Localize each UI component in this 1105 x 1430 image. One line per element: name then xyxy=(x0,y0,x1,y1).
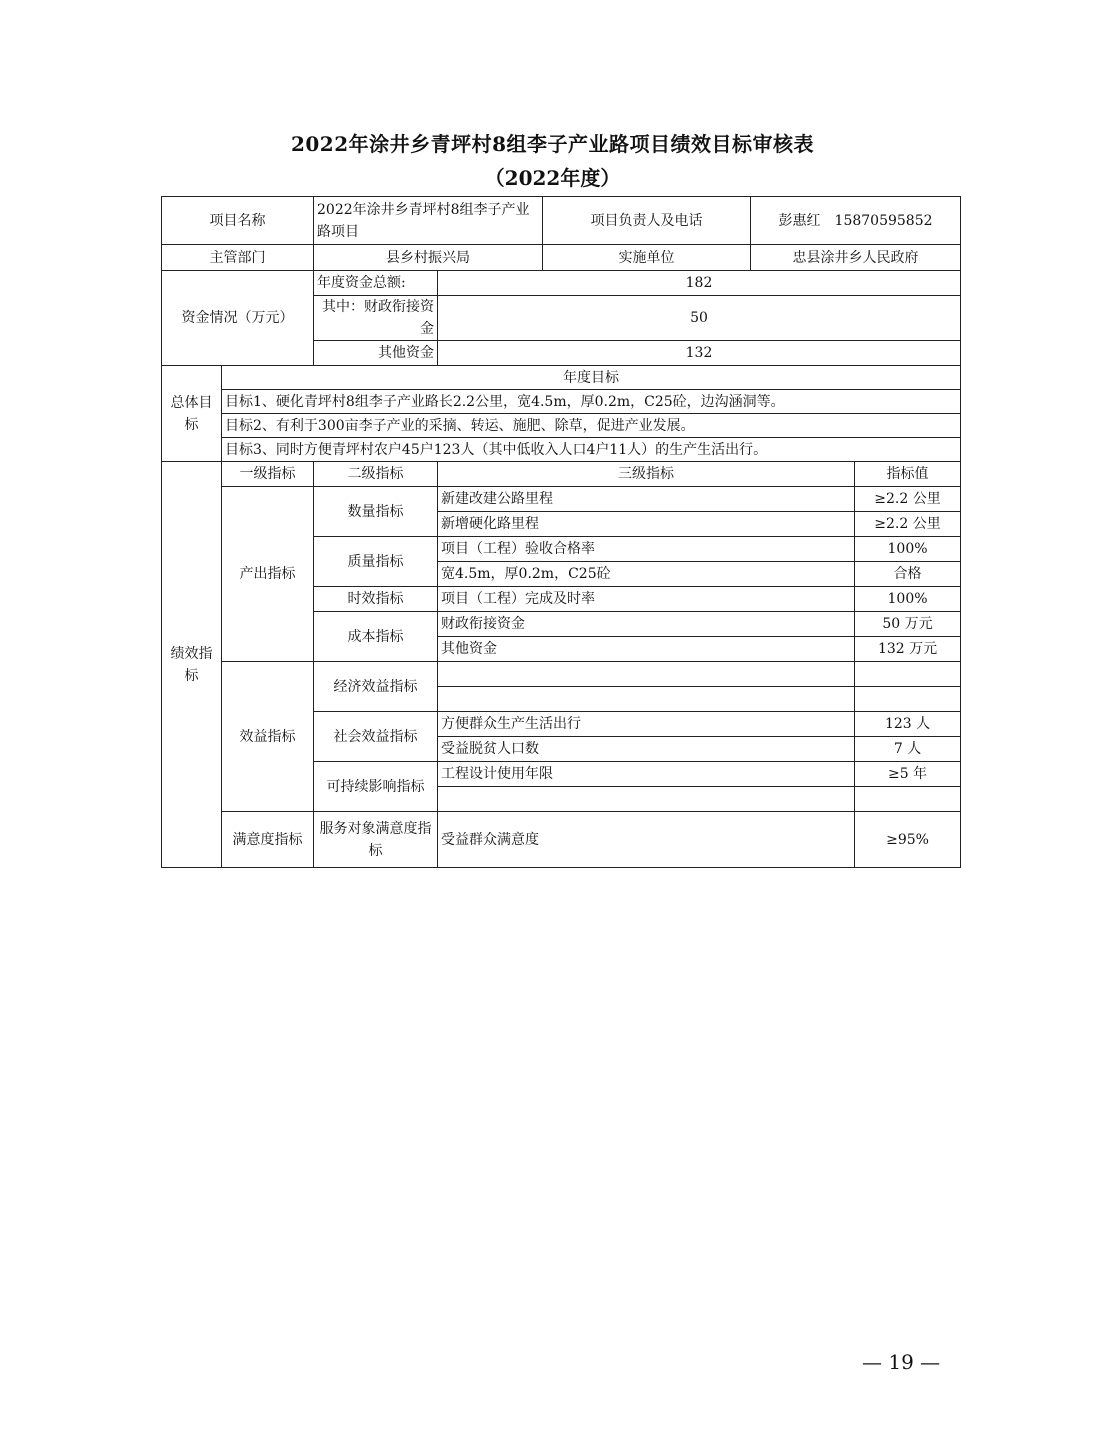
indicator-value: 100% xyxy=(855,537,961,562)
project-leader-value: 彭惠红 15870595852 xyxy=(751,197,961,245)
page-title: 2022年涂井乡青坪村8组李子产业路项目绩效目标审核表 xyxy=(290,132,815,156)
indicator-name: 项目（工程）验收合格率 xyxy=(438,537,855,562)
unit-value: 忠县涂井乡人民政府 xyxy=(751,245,961,271)
indicator-name: 受益群众满意度 xyxy=(438,812,855,868)
page-number: — 19 — xyxy=(862,1350,941,1374)
project-name-value: 2022年涂井乡青坪村8组李子产业路项目 xyxy=(314,197,543,245)
goals-side-label: 总体目标 xyxy=(162,366,222,462)
service-satisfaction-label: 服务对象满意度指标 xyxy=(314,812,438,868)
indicator-name: 受益脱贫人口数 xyxy=(438,737,855,762)
indicator-name: 其他资金 xyxy=(438,637,855,662)
goal-item: 目标1、硬化青坪村8组李子产业路长2.2公里，宽4.5m，厚0.2m，C25砼，边沟涵洞等。 xyxy=(222,390,961,414)
indicators-side-label: 绩效指标 xyxy=(162,462,222,868)
goal-item: 目标2、有利于300亩李子产业的采摘、转运、施肥、除草，促进产业发展。 xyxy=(222,414,961,438)
indicator-name: 项目（工程）完成及时率 xyxy=(438,587,855,612)
indicator-name: 宽4.5m，厚0.2m，C25砼 xyxy=(438,562,855,587)
economic-indicator-label: 经济效益指标 xyxy=(314,662,438,712)
indicator-name: 新增硬化路里程 xyxy=(438,512,855,537)
indicator-value: 50 万元 xyxy=(855,612,961,637)
indicator-name-empty xyxy=(438,687,855,712)
funds-other-label: 其他资金 xyxy=(314,341,438,366)
header-level3: 三级指标 xyxy=(438,462,855,487)
funds-fiscal-value: 50 xyxy=(438,296,961,341)
indicator-value-empty xyxy=(855,662,961,687)
indicator-value: 合格 xyxy=(855,562,961,587)
indicator-name: 方便群众生产生活出行 xyxy=(438,712,855,737)
funds-total-label: 年度资金总额: xyxy=(314,271,438,296)
funds-label: 资金情况（万元） xyxy=(162,271,314,366)
indicator-name: 财政衔接资金 xyxy=(438,612,855,637)
indicator-name: 工程设计使用年限 xyxy=(438,762,855,787)
output-indicator-label: 产出指标 xyxy=(222,487,314,662)
project-leader-label: 项目负责人及电话 xyxy=(543,197,751,245)
indicator-value: 132 万元 xyxy=(855,637,961,662)
goal-item: 目标3、同时方便青坪村农户45户123人（其中低收入人口4户11人）的生产生活出行。 xyxy=(222,438,961,462)
satisfaction-indicator-label: 满意度指标 xyxy=(222,812,314,868)
sustain-indicator-label: 可持续影响指标 xyxy=(314,762,438,812)
indicator-value: ≥95% xyxy=(855,812,961,868)
dept-label: 主管部门 xyxy=(162,245,314,271)
indicator-value: ≥2.2 公里 xyxy=(855,487,961,512)
indicator-name: 新建改建公路里程 xyxy=(438,487,855,512)
unit-label: 实施单位 xyxy=(543,245,751,271)
benefit-indicator-label: 效益指标 xyxy=(222,662,314,812)
indicator-value: 7 人 xyxy=(855,737,961,762)
indicator-value-empty xyxy=(855,687,961,712)
performance-table xyxy=(161,196,961,868)
goals-header: 年度目标 xyxy=(222,366,961,390)
funds-other-value: 132 xyxy=(438,341,961,366)
funds-fiscal-label: 其中：财政衔接资金 xyxy=(314,296,438,341)
quality-indicator-label: 质量指标 xyxy=(314,537,438,587)
indicator-value: 123 人 xyxy=(855,712,961,737)
header-level1: 一级指标 xyxy=(222,462,314,487)
indicator-value: 100% xyxy=(855,587,961,612)
social-indicator-label: 社会效益指标 xyxy=(314,712,438,762)
page-subtitle: （2022年度） xyxy=(484,166,621,190)
indicator-name-empty xyxy=(438,662,855,687)
cost-indicator-label: 成本指标 xyxy=(314,612,438,662)
indicator-value-empty xyxy=(855,787,961,812)
timeliness-indicator-label: 时效指标 xyxy=(314,587,438,612)
indicator-value: ≥2.2 公里 xyxy=(855,512,961,537)
indicator-value: ≥5 年 xyxy=(855,762,961,787)
project-name-label: 项目名称 xyxy=(162,197,314,245)
dept-value: 县乡村振兴局 xyxy=(314,245,543,271)
quantity-indicator-label: 数量指标 xyxy=(314,487,438,537)
header-value: 指标值 xyxy=(855,462,961,487)
header-level2: 二级指标 xyxy=(314,462,438,487)
indicator-name-empty xyxy=(438,787,855,812)
funds-total-value: 182 xyxy=(438,271,961,296)
